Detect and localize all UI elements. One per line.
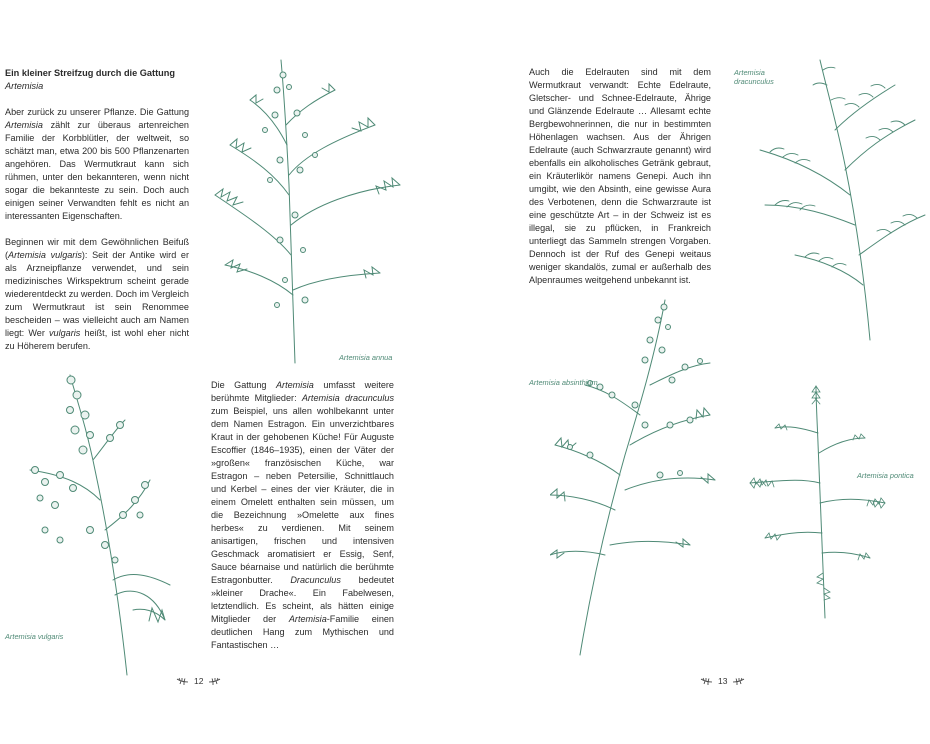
paragraph-vulgaris-italic-2: vulgaris (49, 328, 81, 338)
paragraph-dracunculus-text-5: -Familie einen deutlichen Hang zum Mythischen und Fantastischen … (211, 614, 394, 650)
paragraph-vulgaris-text-1: Beginnen wir mit dem Gewöhnlichen Beifuß ( (5, 237, 189, 260)
paragraph-vulgaris (5, 236, 189, 353)
paragraph-genus-text-1: Aber zurück zu unserer Pflanze. Die Gattung (5, 107, 189, 117)
paragraph-dracunculus-italic-1: Artemisia (275, 380, 314, 390)
artemisia-pontica-illustration (740, 383, 890, 623)
caption-artemisia-annua: Artemisia annua (339, 353, 393, 362)
paragraph-edelraute: Auch die Edelrauten sind mit dem Wermutkraut verwandt: Echte Edelraute, Gletscher- und Schnee-Edelraute, Ährige und Glänzende Edelraute … Allesamt echte Bergbewohnerinnen, die nur in bestimmten Höhenlagen wachsen. Aus der Ährigen Edelraute (auch Schwarzraute genannt) wird ebenfalls ein alkoholisches Getränk gebraut, ein Kräuterlikör namens Genepi. Auch ihn umgibt, wie den Absinth, eine gewisse Aura des Verbotenen, denn die Schwarzraute ist eine geschützte Art – in der Schweiz ist es illegal, sie zu pflücken, in Frankreich unterliegt das Sammeln strengen Vorgaben. Dennoch ist der Ruf des Genepi weitaus weniger skandalös, zumal er außerhalb des Alpenraumes weitgehend unbekannt ist. (529, 67, 711, 285)
caption-artemisia-absinthium: Artemisia absinthium (529, 378, 598, 387)
paragraph-dracunculus-text-1: Die Gattung (211, 380, 276, 390)
artemisia-dracunculus-illustration (735, 55, 930, 345)
section-heading-line2: Artemisia (5, 81, 44, 91)
dracunculus-text-block (211, 379, 394, 652)
right-page (465, 0, 930, 744)
paragraph-dracunculus-italic-4: Artemisia (288, 614, 327, 624)
artemisia-absinthium-illustration (550, 295, 720, 660)
page-number-12: 12 (194, 676, 204, 686)
caption-dracunculus-line1: Artemisia (734, 68, 765, 77)
page-number-13: 13 (718, 676, 728, 686)
paragraph-genus (5, 106, 189, 223)
page-number-right (700, 676, 745, 686)
paragraph-dracunculus-italic-2: Artemisia dracunculus (301, 393, 394, 403)
caption-dracunculus-line2: dracunculus (734, 77, 774, 86)
paragraph-dracunculus-text-2: umfasst weitere berühmte Mitglieder: (211, 380, 394, 403)
section-heading-line1: Ein kleiner Streifzug durch die Gattung (5, 68, 175, 78)
paragraph-dracunculus-text-3: zum Beispiel, uns allen wohlbekannt unter dem Namen Estragon. Ein unverzichtbares Kraut in der gehobenen Küche! Für Auguste Escoffier (1846–1935), einen der Väter der »großen« französischen Küche, war Estragon – neben Petersilie, Schnittlauch und Kerbel – eines der vier Kräuter, die in einem Omelett enthalten sein müssen, um die Bezeichnung »Omelette aux fines herbes« zu verdienen. Mit seinem anisartigen, frischen und intensiven Geschmack aromatisiert er Essig, Senf, Sauce béarnaise und natürlich die berühmte Estragonbutter. (211, 406, 394, 585)
edelraute-text-block (529, 66, 711, 287)
leaf-ornament-icon (700, 677, 713, 686)
paragraph-vulgaris-italic-1: Artemisia vulgaris (8, 250, 82, 260)
paragraph-genus-text-2: zählt zur überaus artenreichen Familie der Korbblütler, der weltweit, so schätzt man, etwa 200 bis 500 Pflanzenarten angehören. Das Wermutkraut kann sich rühmen, unter den bekannteren, wenn nicht sogar die bekannteste zu sein. Doch auch einigen seiner Verwandten fehlt es nicht an interessanten Eigenschaften. (5, 120, 189, 221)
paragraph-dracunculus-text-4: bedeutet »kleiner Drache«. Ein Fabelwesen, letztendlich. Es scheint, als hätten einige Mitglieder der (211, 575, 394, 624)
paragraph-genus-italic-1: Artemisia (5, 120, 43, 130)
caption-artemisia-pontica: Artemisia pontica (857, 471, 914, 480)
leaf-ornament-icon (732, 677, 745, 686)
caption-artemisia-vulgaris: Artemisia vulgaris (5, 632, 64, 641)
section-heading (5, 67, 189, 93)
paragraph-dracunculus-italic-3: Dracunculus (290, 575, 341, 585)
intro-text-block (5, 67, 189, 353)
artemisia-annua-illustration (205, 55, 405, 365)
leaf-ornament-icon (176, 677, 189, 686)
paragraph-dracunculus (211, 379, 394, 652)
paragraph-vulgaris-text-3: heißt, ist wohl eher nicht zu Höherem berufen. (5, 328, 189, 351)
page-number-left (176, 676, 221, 686)
leaf-ornament-icon (208, 677, 221, 686)
paragraph-vulgaris-text-2: ): Seit der Antike wird er als Arzneipflanze verwendet, und sein medizinisches Wirkspektrum scheint gerade wiederentdeckt zu werden. Doch im Vergleich zum Wermutkraut ist sein Renommee bescheiden – was vielleicht auch am Namen liegt: Wer (5, 250, 189, 338)
